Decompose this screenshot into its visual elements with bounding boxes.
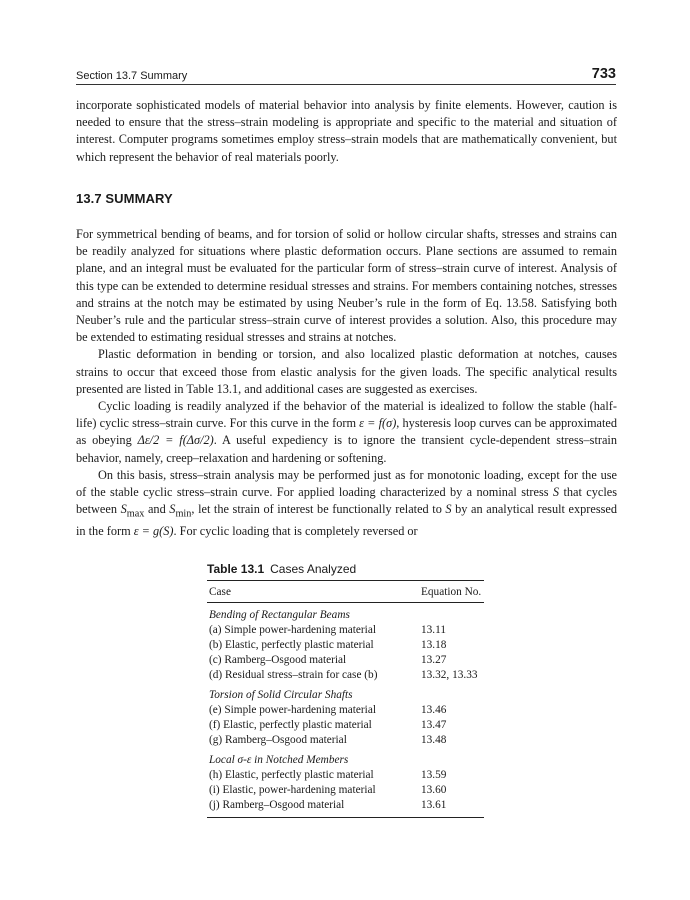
symbol-s: S	[552, 485, 560, 500]
equation-cell: 13.48	[421, 734, 447, 746]
equation-hysteresis: Δε/2 = f(Δσ/2)	[137, 433, 214, 448]
case-cell: (a) Simple power-hardening material	[209, 624, 376, 636]
column-header-case: Case	[209, 586, 231, 598]
equation-cell: 13.18	[421, 639, 447, 651]
running-head-section: Section 13.7 Summary	[76, 70, 188, 82]
case-cell: (f) Elastic, perfectly plastic material	[209, 719, 372, 731]
case-cell: (b) Elastic, perfectly plastic material	[209, 639, 374, 651]
equation-cell: 13.60	[421, 784, 447, 796]
summary-text	[76, 226, 617, 540]
running-head	[76, 66, 616, 86]
case-cell: (h) Elastic, perfectly plastic material	[209, 769, 374, 781]
paragraph-4	[76, 467, 617, 540]
equation-cell: 13.46	[421, 704, 447, 716]
equation-cell: 13.47	[421, 719, 447, 731]
section-heading: 13.7 SUMMARY	[76, 191, 173, 206]
paragraph-4-text-b: that cycles between	[76, 485, 618, 517]
equation-cell: 13.27	[421, 654, 447, 666]
column-header-equation: Equation No.	[421, 586, 482, 598]
equation-epsilon-f-sigma: ε = f(σ)	[359, 416, 397, 431]
symbol-s-min-subscript: min	[175, 508, 192, 520]
paragraph-4-text-a: On this basis, stress–strain analysis may be performed just as for monotonic loading, except for the use of the stable cyclic stress–strain curve. For applied loading characterized by a nominal stress	[76, 467, 617, 500]
table-row	[207, 783, 484, 798]
page-number: 733	[591, 66, 616, 82]
case-cell: (i) Elastic, power-hardening material	[209, 784, 376, 796]
table-row	[207, 733, 484, 748]
table-row	[207, 703, 484, 718]
symbol-s-max: S	[120, 502, 127, 517]
table-header-row	[207, 581, 484, 603]
symbol-s-max-subscript: max	[126, 508, 145, 520]
case-cell: (d) Residual stress–strain for case (b)	[209, 669, 378, 681]
intro-paragraph-block	[76, 97, 617, 166]
equation-cell: 13.61	[421, 799, 447, 811]
symbol-s-2: S	[445, 502, 452, 517]
case-cell: (g) Ramberg–Osgood material	[209, 734, 347, 746]
paragraph-4-text-c: and	[144, 502, 170, 517]
paragraph-3-text-b: , hysteresis loop curves can be approximated as obeying	[76, 416, 618, 448]
symbol-s-min: S	[169, 502, 176, 517]
table-row	[207, 768, 484, 783]
table-number: Table 13.1	[207, 562, 265, 576]
table-row	[207, 623, 484, 638]
table-row	[207, 718, 484, 733]
table-group-title: Torsion of Solid Circular Shafts	[209, 689, 353, 701]
table-row	[207, 638, 484, 653]
paragraph-4-text-e: by an analytical result expressed in the form	[76, 502, 617, 538]
table-group-title: Local σ-ε in Notched Members	[209, 754, 349, 766]
equation-cell: 13.32, 13.33	[421, 669, 478, 681]
equation-epsilon-g-s: ε = g(S)	[133, 523, 174, 538]
paragraph-3-text-c: . A useful expediency is to ignore the transient cycle-dependent stress–strain behavior, namely, creep–relaxation and hardening or softening.	[76, 433, 617, 465]
paragraph-1: For symmetrical bending of beams, and for torsion of solid or hollow circular shafts, stresses and strains can be readily analyzed for situations where plastic deformation occurs. Plane sections are assumed to remain plane, and an integral must be evaluated for the particular form of stress–strain curve of interest. Analysis of this type can be extended to determine residual stresses and strains. For members containing notches, stresses and strains at the notch may be estimated by using Neuber’s rule in the form of Eq. 13.58. Satisfying both Neuber’s rule and the particular stress–strain curve of interest provides a solution. Also, this procedure may be extended to estimating residual stresses and strains at notches.	[76, 227, 617, 345]
case-cell: (j) Ramberg–Osgood material	[209, 799, 345, 811]
paragraph-3-text-a: Cyclic loading is readily analyzed if the behavior of the material is idealized to follow the stable (half-life) cyclic stress–strain curve. For this curve in the form	[76, 399, 617, 431]
equation-cell: 13.11	[421, 624, 446, 636]
header-rule	[76, 84, 616, 85]
paragraph-4-text-d: , let the strain of interest be functionally related to	[191, 502, 446, 517]
table-row	[207, 798, 484, 818]
table-group-title: Bending of Rectangular Beams	[209, 609, 350, 621]
table-title: Cases Analyzed	[270, 562, 357, 576]
table-row	[207, 668, 484, 683]
cases-table	[207, 580, 484, 818]
table-row	[207, 653, 484, 668]
equation-cell: 13.59	[421, 769, 447, 781]
table-caption	[207, 562, 356, 576]
intro-paragraph: incorporate sophisticated models of material behavior into analysis by finite elements. However, caution is needed to ensure that the stress–strain modeling is appropriate and specific to the material and situation of interest. Computer programs sometimes employ stress–strain models that are mathematically convenient, but which represent the behavior of real materials poorly.	[76, 98, 617, 164]
case-cell: (e) Simple power-hardening material	[209, 704, 376, 716]
paragraph-4-text-f: . For cyclic loading that is completely reversed or	[173, 523, 418, 538]
paragraph-3	[76, 398, 617, 467]
paragraph-2: Plastic deformation in bending or torsion, and also localized plastic deformation at notches, causes strains to occur that exceed those from elastic analysis for the given loads. The specific analytical results presented are listed in Table 13.1, and additional cases are suggested as exercises.	[76, 347, 617, 396]
case-cell: (c) Ramberg–Osgood material	[209, 654, 347, 666]
